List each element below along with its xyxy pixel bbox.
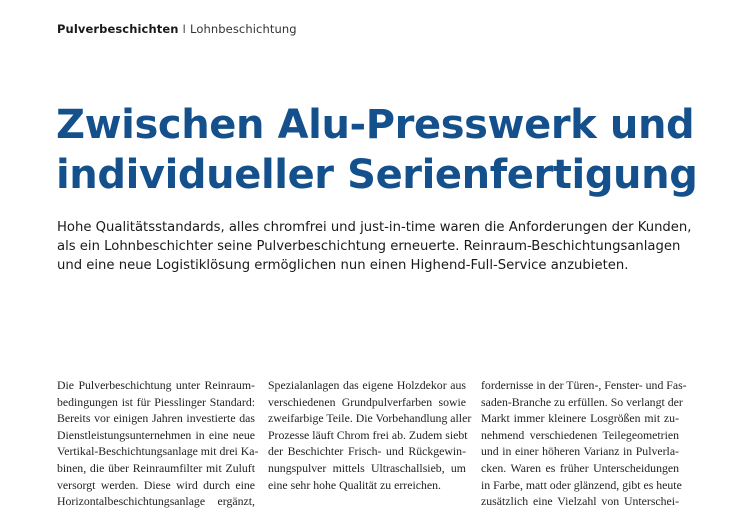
column-line: Spezialanlagen das eigene Holzdekor aus xyxy=(268,378,466,392)
column-line: fordernisse in der Türen-, Fenster- und Fas- xyxy=(481,378,687,392)
column-line: zweifarbige Teile. Die Vorbehandlung aller xyxy=(268,411,472,426)
lead-line-3: und eine neue Logistiklösung ermöglichen nun einen Highend-Full-Service anzubieten. xyxy=(57,258,629,273)
column-line: Prozesse läuft Chrom frei ab. Zudem siebt xyxy=(268,427,468,442)
column-line: cken. Waren es früher Unterscheidungen xyxy=(481,460,679,475)
column-line: eine sehr hohe Qualität zu erreichen. xyxy=(268,477,441,492)
column-line: Die Pulverbeschichtung unter Reinraum- xyxy=(57,378,255,392)
column-line: Horizontalbeschichtungsanlage ergänzt, xyxy=(57,494,255,509)
title-line-2: individueller Serienfertigung xyxy=(56,152,698,198)
lead-line-2: als ein Lohnbeschichter seine Pulverbeschichtung erneuerte. Reinraum-Beschichtungsanlagen xyxy=(57,239,681,254)
column-line: nungspulver mittels Ultraschallsieb, um xyxy=(268,460,466,475)
column-line: nehmend verschiedenen Teilegeometrien xyxy=(481,427,679,442)
column-line: Vertikal-Beschichtungsanlage mit drei Ka- xyxy=(57,444,259,459)
section-header xyxy=(57,22,297,36)
column-line: zusätzlich eine Vielzahl von Unterschei- xyxy=(481,494,679,509)
column-line: Dienstleistungsunternehmen in eine neue xyxy=(57,427,255,442)
column-line: in Farbe, matt oder glänzend, gibt es heute xyxy=(481,477,682,492)
column-line: der Beschichter Frisch- und Rückgewin- xyxy=(268,444,466,459)
body-column-1 xyxy=(57,377,259,510)
header-separator: I xyxy=(182,22,187,36)
article-lead xyxy=(57,218,697,275)
column-line: bedingungen ist für Piesslinger Standard: xyxy=(57,394,255,409)
header-category: Pulverbeschichten xyxy=(57,22,179,36)
header-subcategory: Lohnbeschichtung xyxy=(190,22,297,36)
body-column-2 xyxy=(268,377,472,493)
lead-line-1: Hohe Qualitätsstandards, alles chromfrei und just-in-time waren die Anforderungen der Kunden, xyxy=(57,220,692,235)
column-line: und in einer höheren Varianz in Pulverla- xyxy=(481,444,679,459)
column-line: saden-Branche zu erfüllen. So verlangt der xyxy=(481,394,683,409)
title-line-1: Zwischen Alu-Presswerk und xyxy=(56,102,695,148)
column-line: binen, die über Reinraumfilter mit Zuluft xyxy=(57,460,255,475)
column-line: verschiedenen Grundpulverfarben sowie xyxy=(268,394,466,409)
column-line: Bereits vor einigen Jahren investierte das xyxy=(57,411,255,426)
body-column-3 xyxy=(481,377,687,510)
column-line: versorgt werden. Diese wird durch eine xyxy=(57,477,255,492)
column-line: Markt immer kleinere Losgrößen mit zu- xyxy=(481,411,679,426)
article-title xyxy=(56,100,726,200)
